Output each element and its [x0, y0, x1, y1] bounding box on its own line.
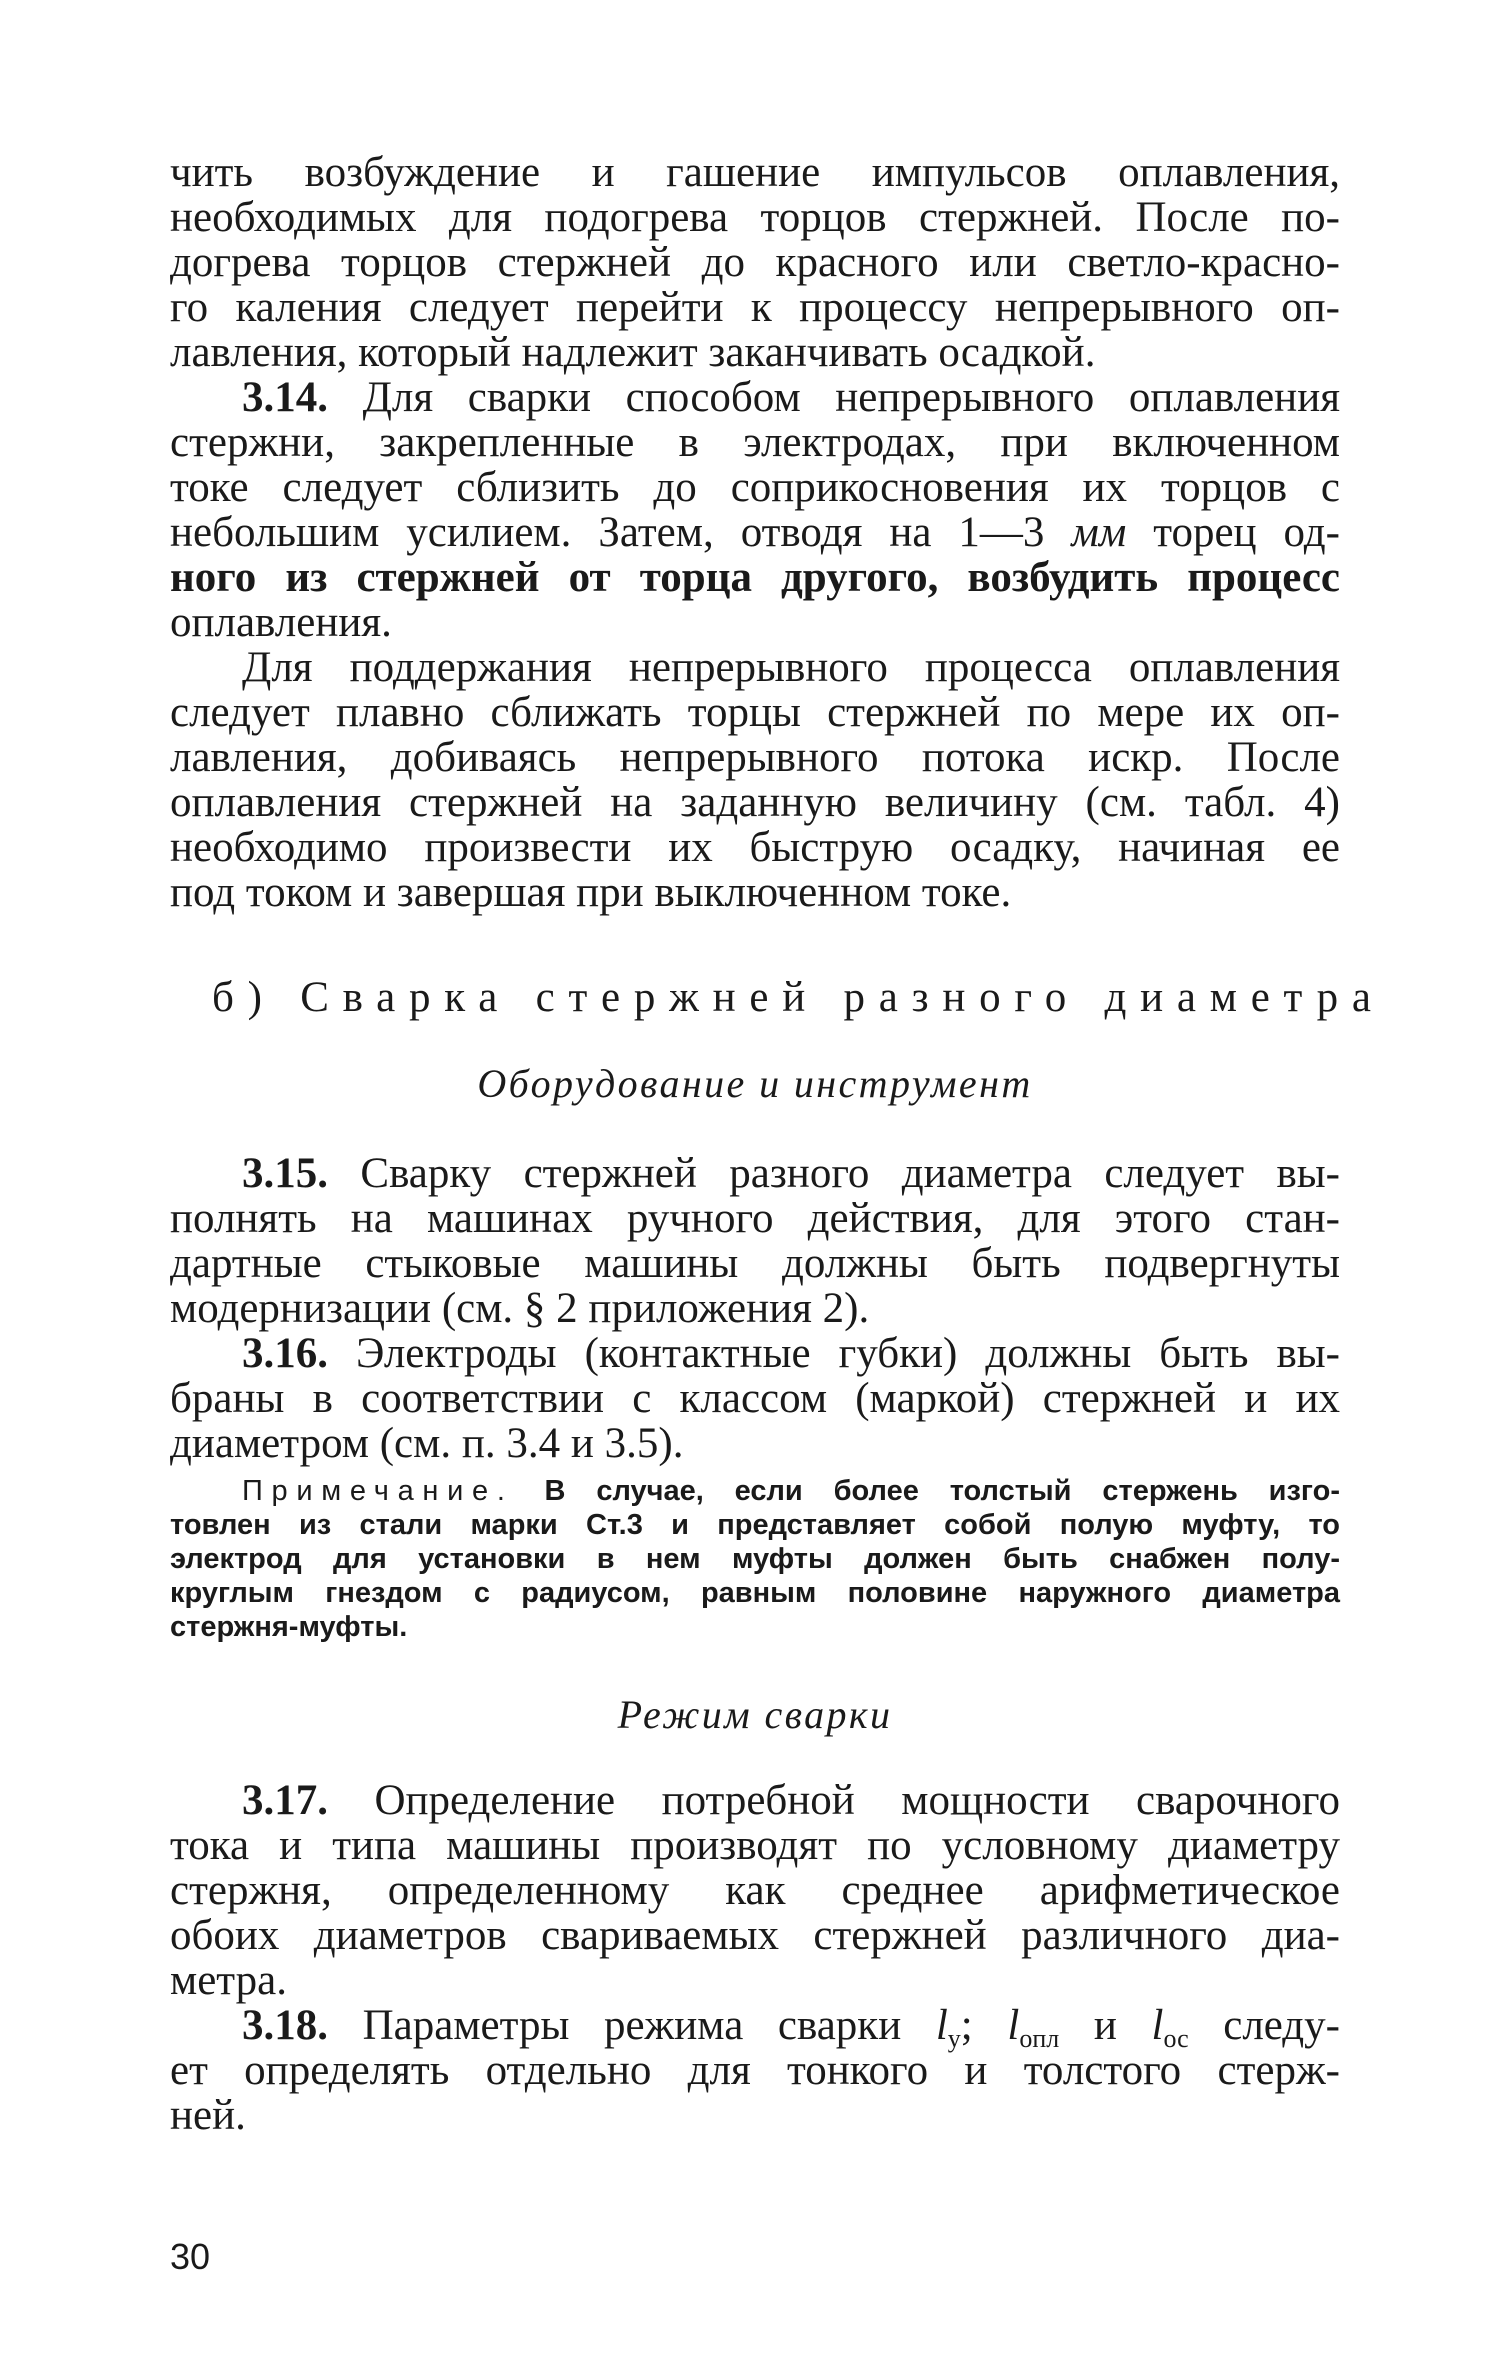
text-span: Сварку стержней разного диаметра следует вы- — [328, 1150, 1340, 1197]
text-line: необходимых для подогрева торцов стержней. После по- — [170, 194, 1340, 241]
text-line: модернизации (см. § 2 приложения 2). — [170, 1285, 870, 1332]
text-line: ного из стержней от торца другого, возбудить процесс — [170, 554, 1340, 601]
text-line: браны в соответствии с классом (маркой) стержней и их — [170, 1375, 1340, 1422]
unit-text: мм — [1071, 509, 1127, 556]
text-line: метра. — [170, 1957, 287, 2004]
text-line: необходимо произвести их быструю осадку, начиная ее — [170, 824, 1340, 871]
page-body — [170, 149, 1385, 2139]
text-line: ет определять отдельно для тонкого и толстого стерж- — [170, 2047, 1340, 2094]
symbol-l: l — [935, 2002, 948, 2049]
text-line — [170, 1778, 1340, 1823]
note-line: электрод для установки в нем муфты должен быть снабжен полу- — [170, 1543, 1340, 1575]
text-line: обоих диаметров свариваемых стержней различного диа- — [170, 1912, 1340, 1959]
clause-number: 3.18. — [242, 2002, 328, 2049]
symbol-l: l — [1151, 2002, 1164, 2049]
text-line: лавления, который надлежит заканчивать осадкой. — [170, 329, 1096, 376]
note-line: круглым гнездом с радиусом, равным половине наружного диаметра — [170, 1577, 1340, 1609]
symbol-l: l — [1007, 2002, 1020, 2049]
text-line: догрева торцов стержней до красного или светло-красно- — [170, 239, 1340, 286]
text-line: чить возбуждение и гашение импульсов оплавления, — [170, 149, 1340, 196]
paragraph-continuation — [170, 150, 1340, 375]
text-line: лавления, добиваясь непрерывного потока искр. После — [170, 734, 1340, 781]
text-line: стержня, определенному как среднее арифметическое — [170, 1867, 1340, 1914]
note-line — [170, 1474, 1340, 1508]
subheading-welding-mode: Режим сварки — [617, 1692, 893, 1737]
text-span: ; — [960, 2002, 1008, 2049]
text-line — [170, 1151, 1340, 1196]
text-line: токе следует сблизить до соприкосновения их торцов с — [170, 464, 1340, 511]
text-line: оплавления стержней на заданную величину (см. табл. 4) — [170, 779, 1340, 826]
text-line — [170, 375, 1340, 420]
text-span: В случае, если более толстый стержень изго- — [513, 1475, 1340, 1507]
subscript: опл — [1019, 2024, 1060, 2053]
note-line: товлен из стали марки Ст.3 и представляет собой полую муфту, то — [170, 1509, 1340, 1541]
text-line: диаметром (см. п. 3.4 и 3.5). — [170, 1420, 684, 1467]
note-label: Примечание. — [242, 1475, 514, 1507]
text-span: Определение потребной мощности сварочного — [328, 1777, 1340, 1824]
subheading-equipment: Оборудование и инструмент — [477, 1061, 1033, 1106]
text-line: го каления следует перейти к процессу непрерывного оп- — [170, 284, 1340, 331]
paragraph-continuous-flashing — [170, 645, 1340, 915]
subscript: ос — [1163, 2024, 1189, 2053]
clause-number: 3.14. — [242, 374, 328, 421]
text-span: торец од- — [1126, 509, 1340, 556]
paragraph-3-15 — [170, 1151, 1340, 1331]
text-line: стержни, закрепленные в электродах, при включенном — [170, 419, 1340, 466]
text-line: под током и завершая при выключенном токе. — [170, 869, 1012, 916]
text-line: дартные стыковые машины должны быть подвергнуты — [170, 1240, 1340, 1287]
note-block — [170, 1474, 1340, 1644]
text-span: небольшим усилием. Затем, отводя на 1—3 — [170, 509, 1072, 556]
text-line — [170, 510, 1340, 555]
text-span: следу- — [1188, 2002, 1341, 2049]
clause-number: 3.15. — [242, 1150, 328, 1197]
text-line — [170, 1331, 1340, 1376]
paragraph-3-18 — [170, 2003, 1340, 2138]
text-line: следует плавно сближать торцы стержней по мере их оп- — [170, 689, 1340, 736]
text-span: и — [1059, 2002, 1152, 2049]
text-line — [170, 2002, 1341, 2053]
section-title: б) Сварка стержней разного диаметра — [212, 974, 1385, 1021]
text-span: Параметры режима сварки — [328, 2002, 936, 2049]
clause-number: 3.17. — [242, 1777, 328, 1824]
text-line: Для поддержания непрерывного процесса оплавления — [242, 644, 1340, 691]
paragraph-3-16 — [170, 1331, 1340, 1466]
text-span: Электроды (контактные губки) должны быть вы- — [328, 1330, 1340, 1377]
clause-number: 3.16. — [242, 1330, 328, 1377]
paragraph-3-17 — [170, 1778, 1340, 2003]
text-line: оплавления. — [170, 599, 392, 646]
page-number: 30 — [170, 2236, 211, 2277]
text-span: Для сварки способом непрерывного оплавления — [328, 374, 1340, 421]
text-line: тока и типа машины производят по условному диаметру — [170, 1822, 1340, 1869]
paragraph-3-14 — [170, 375, 1340, 645]
text-line: ней. — [170, 2092, 246, 2139]
subscript: у — [947, 2024, 961, 2053]
text-line: полнять на машинах ручного действия, для этого стан- — [170, 1195, 1340, 1242]
note-line: стержня-муфты. — [170, 1611, 408, 1643]
